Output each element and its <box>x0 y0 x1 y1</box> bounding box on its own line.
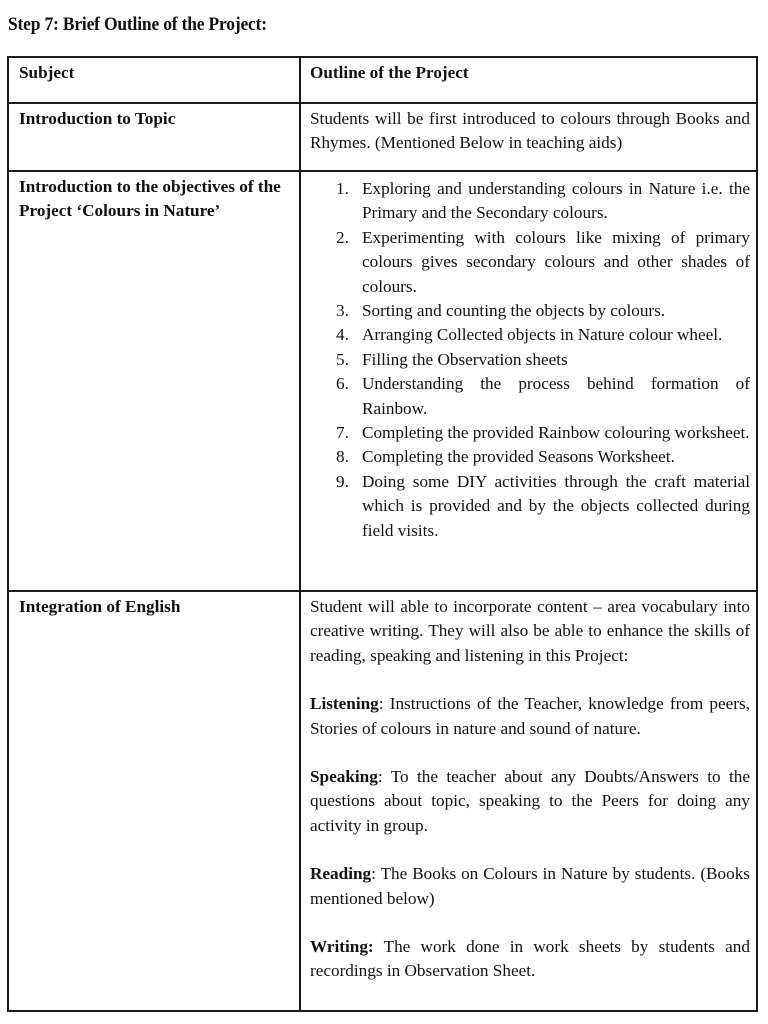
item-text: Sorting and counting the objects by colours. <box>362 301 666 321</box>
table-row <box>8 171 757 591</box>
header-subject: Subject <box>19 63 75 82</box>
outline-introduction: Students will be first introduced to colours through Books and Rhymes. (Mentioned Below in teaching aids) <box>310 109 750 153</box>
outline-cell <box>300 103 757 171</box>
item-number: 2. <box>336 227 349 247</box>
item-number: 6. <box>336 374 349 394</box>
page-title: Step 7: Brief Outline of the Project: <box>8 14 267 35</box>
list-item <box>336 445 750 469</box>
writing-label: Writing: <box>310 937 374 957</box>
item-text: Completing the provided Rainbow colouring worksheet. <box>362 423 750 443</box>
header-outline: Outline of the Project <box>310 63 469 82</box>
listening-paragraph <box>310 692 750 741</box>
list-item <box>336 421 750 445</box>
english-container <box>301 592 756 990</box>
speaking-text: : To the teacher about any Doubts/Answers to the questions about topic, speaking to the Peers for doing any activity in group. <box>310 767 750 835</box>
item-text: Arranging Collected objects in Nature colour wheel. <box>362 325 723 345</box>
speaking-paragraph <box>310 765 750 838</box>
table-header-row <box>8 57 757 103</box>
list-item <box>336 323 750 347</box>
list-item <box>336 177 750 226</box>
reading-text: : The Books on Colours in Nature by students. (Books mentioned below) <box>310 864 750 908</box>
speaking-label: Speaking <box>310 767 378 787</box>
list-item <box>336 470 750 543</box>
item-number: 5. <box>336 349 349 369</box>
item-number: 4. <box>336 325 349 345</box>
item-text: Experimenting with colours like mixing of primary colours gives secondary colours and other shades of colours. <box>362 227 750 296</box>
item-number: 7. <box>336 423 349 443</box>
header-cell-outline <box>300 57 757 103</box>
writing-paragraph <box>310 935 750 984</box>
listening-label: Listening <box>310 694 379 714</box>
objectives-container <box>301 172 756 549</box>
item-text: Doing some DIY activities through the craft material which is provided and by the objects collected during field visits. <box>362 471 750 540</box>
subject-english: Integration of English <box>19 597 181 616</box>
subject-cell <box>8 103 300 171</box>
writing-text: The work done in work sheets by students and recordings in Observation Sheet. <box>310 937 750 981</box>
item-text: Understanding the process behind formation of Rainbow. <box>362 374 750 418</box>
list-item <box>336 226 750 299</box>
listening-text: : Instructions of the Teacher, knowledge from peers, Stories of colours in nature and sound of nature. <box>310 694 750 738</box>
table-row <box>8 591 757 1011</box>
reading-label: Reading <box>310 864 372 884</box>
subject-objectives: Introduction to the objectives of the Project ‘Colours in Nature’ <box>19 177 281 221</box>
list-item <box>336 299 750 323</box>
reading-paragraph <box>310 862 750 911</box>
item-text: Exploring and understanding colours in Nature i.e. the Primary and the Secondary colours. <box>362 179 750 223</box>
subject-cell <box>8 171 300 591</box>
subject-introduction: Introduction to Topic <box>19 109 176 128</box>
header-cell-subject <box>8 57 300 103</box>
item-text: Completing the provided Seasons Worksheet. <box>362 447 675 467</box>
outline-cell <box>300 171 757 591</box>
item-text: Filling the Observation sheets <box>362 349 568 369</box>
project-outline-table <box>7 56 758 1012</box>
english-intro: Student will able to incorporate content – area vocabulary into creative writing. They will also be able to enhance the skills of reading, speaking and listening in this Project: <box>310 597 750 665</box>
item-number: 1. <box>336 179 349 198</box>
subject-cell <box>8 591 300 1011</box>
list-item <box>336 348 750 372</box>
objectives-list <box>310 177 750 543</box>
list-item <box>336 372 750 421</box>
outline-cell <box>300 591 757 1011</box>
item-number: 9. <box>336 471 349 491</box>
table-row <box>8 103 757 171</box>
item-number: 3. <box>336 301 349 321</box>
item-number: 8. <box>336 447 349 467</box>
